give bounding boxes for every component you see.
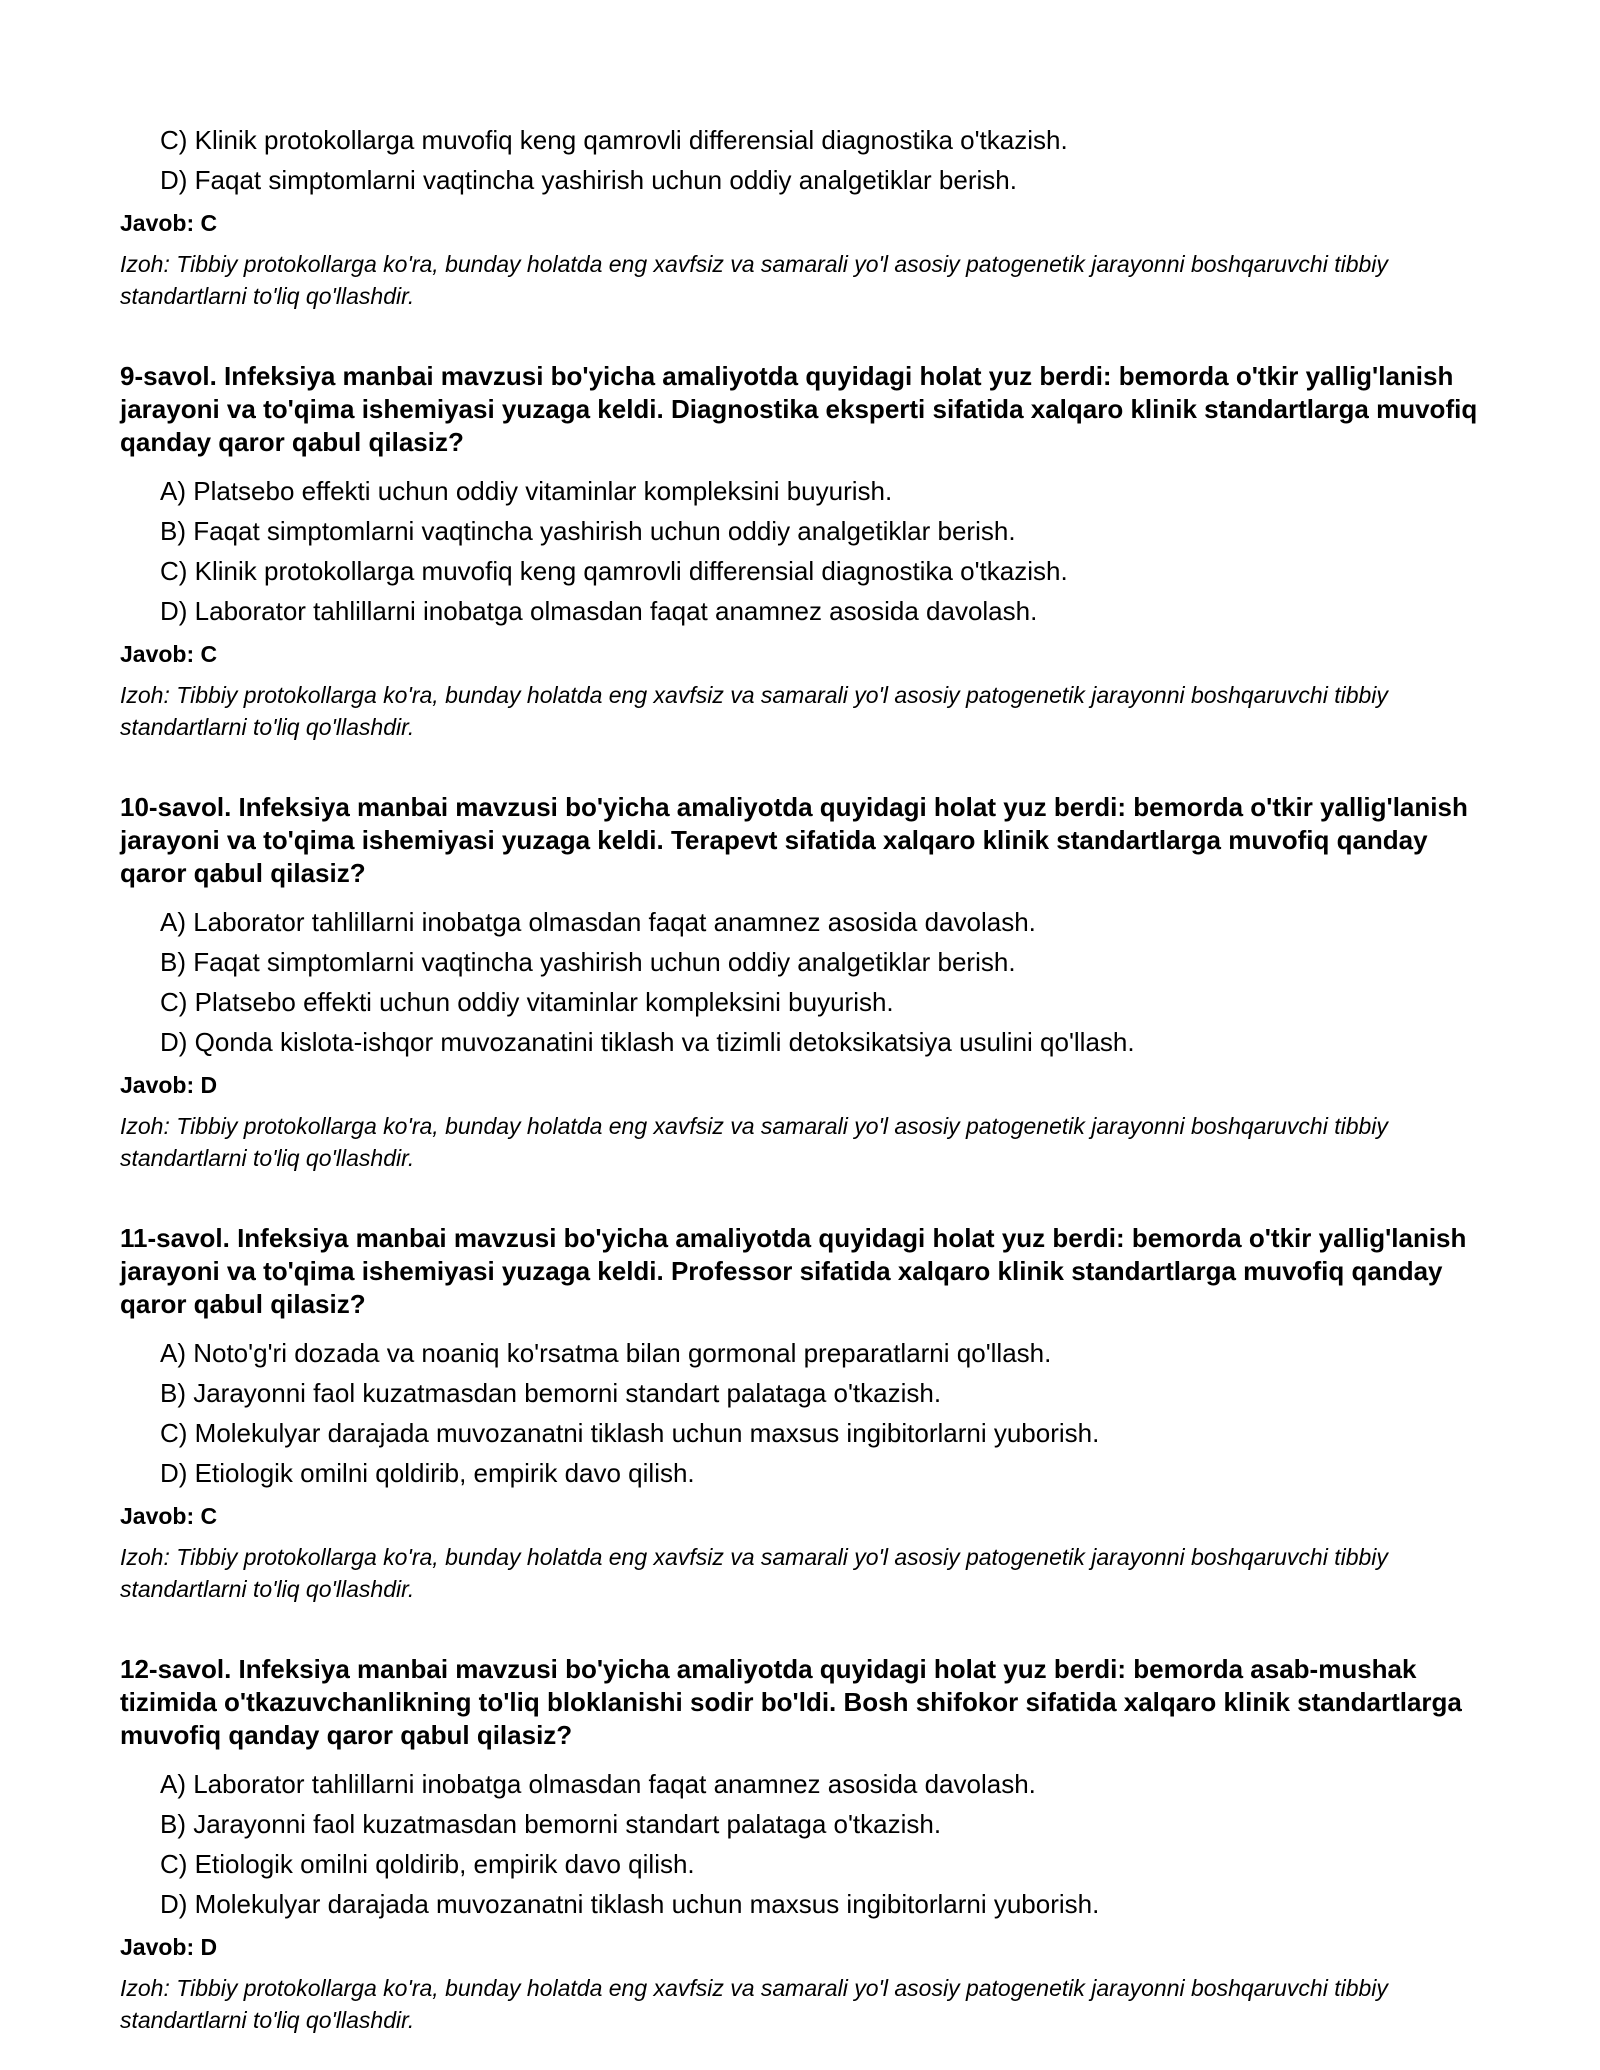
question-title: 12-savol. Infeksiya manbai mavzusi bo'yicha amaliyotda quyidagi holat yuz berdi: bemorda asab-mushak tizimida o'tkazuvchanlikning to'liq bloklanishi sodir bo'ldi. Bosh shifokor sifatida xalqaro klinik standartlarga muvofiq qanday qaror qabul qilasiz? [120, 1654, 1462, 1750]
question-10 [120, 791, 1500, 1174]
question-title: 9-savol. Infeksiya manbai mavzusi bo'yicha amaliyotda quyidagi holat yuz berdi: bemorda o'tkir yallig'lanish jarayoni va to'qima ishemiyasi yuzaga keldi. Diagnostika eksperti sifatida xalqaro klinik standartlarga muvofiq qanday qaror qabul qilasiz? [120, 361, 1478, 457]
question-9 [120, 360, 1500, 743]
question-title: 11-savol. Infeksiya manbai mavzusi bo'yicha amaliyotda quyidagi holat yuz berdi: bemorda o'tkir yallig'lanish jarayoni va to'qima ishemiyasi yuzaga keldi. Professor sifatida xalqaro klinik standartlarga muvofiq qanday qaror qabul qilasiz? [120, 1223, 1467, 1319]
question-11 [120, 1222, 1500, 1605]
explanation-note: Izoh: Tibbiy protokollarga ko'ra, bunday holatda eng xavfsiz va samarali yo'l asosiy patogenetik jarayonni boshqaruvchi tibbiy standartlarni to'liq qo'llashdir. [120, 251, 1388, 309]
question-title: 10-savol. Infeksiya manbai mavzusi bo'yicha amaliyotda quyidagi holat yuz berdi: bemorda o'tkir yallig'lanish jarayoni va to'qima ishemiyasi yuzaga keldi. Terapevt sifatida xalqaro klinik standartlarga muvofiq qanday qaror qabul qilasiz? [120, 792, 1468, 888]
option-c: C) Klinik protokollarga muvofiq keng qamrovli differensial diagnostika o'tkazish. [160, 125, 1068, 155]
question-12 [120, 1653, 1500, 2036]
question-8-continuation [120, 120, 1500, 312]
option-b: B) Jarayonni faol kuzatmasdan bemorni standart palataga o'tkazish. [160, 1809, 942, 1839]
answer: Javob: C [120, 1503, 218, 1529]
explanation-note: Izoh: Tibbiy protokollarga ko'ra, bunday holatda eng xavfsiz va samarali yo'l asosiy patogenetik jarayonni boshqaruvchi tibbiy standartlarni to'liq qo'llashdir. [120, 682, 1388, 740]
option-a: A) Laborator tahlillarni inobatga olmasdan faqat anamnez asosida davolash. [160, 907, 1036, 937]
option-d: D) Qonda kislota-ishqor muvozanatini tiklash va tizimli detoksikatsiya usulini qo'llash. [160, 1027, 1135, 1057]
option-d: D) Laborator tahlillarni inobatga olmasdan faqat anamnez asosida davolash. [160, 596, 1038, 626]
explanation-note: Izoh: Tibbiy protokollarga ko'ra, bunday holatda eng xavfsiz va samarali yo'l asosiy patogenetik jarayonni boshqaruvchi tibbiy standartlarni to'liq qo'llashdir. [120, 1113, 1388, 1171]
option-b: B) Jarayonni faol kuzatmasdan bemorni standart palataga o'tkazish. [160, 1378, 942, 1408]
option-a: A) Platsebo effekti uchun oddiy vitaminlar kompleksini buyurish. [160, 476, 893, 506]
option-b: B) Faqat simptomlarni vaqtincha yashirish uchun oddiy analgetiklar berish. [160, 947, 1016, 977]
option-c: C) Etiologik omilni qoldirib, empirik davo qilish. [160, 1849, 695, 1879]
option-d: D) Etiologik omilni qoldirib, empirik davo qilish. [160, 1458, 695, 1488]
option-a: A) Noto'g'ri dozada va noaniq ko'rsatma bilan gormonal preparatlarni qo'llash. [160, 1338, 1052, 1368]
answer: Javob: D [120, 1072, 218, 1098]
option-c: C) Molekulyar darajada muvozanatni tiklash uchun maxsus ingibitorlarni yuborish. [160, 1418, 1100, 1448]
explanation-note: Izoh: Tibbiy protokollarga ko'ra, bunday holatda eng xavfsiz va samarali yo'l asosiy patogenetik jarayonni boshqaruvchi tibbiy standartlarni to'liq qo'llashdir. [120, 1544, 1388, 1602]
option-c: C) Platsebo effekti uchun oddiy vitaminlar kompleksini buyurish. [160, 987, 894, 1017]
option-d: D) Molekulyar darajada muvozanatni tiklash uchun maxsus ingibitorlarni yuborish. [160, 1889, 1100, 1919]
answer: Javob: C [120, 210, 218, 236]
answer: Javob: D [120, 1934, 218, 1960]
option-d: D) Faqat simptomlarni vaqtincha yashirish uchun oddiy analgetiklar berish. [160, 165, 1017, 195]
option-a: A) Laborator tahlillarni inobatga olmasdan faqat anamnez asosida davolash. [160, 1769, 1036, 1799]
answer: Javob: C [120, 641, 218, 667]
option-c: C) Klinik protokollarga muvofiq keng qamrovli differensial diagnostika o'tkazish. [160, 556, 1068, 586]
explanation-note: Izoh: Tibbiy protokollarga ko'ra, bunday holatda eng xavfsiz va samarali yo'l asosiy patogenetik jarayonni boshqaruvchi tibbiy standartlarni to'liq qo'llashdir. [120, 1975, 1388, 2033]
option-b: B) Faqat simptomlarni vaqtincha yashirish uchun oddiy analgetiklar berish. [160, 516, 1016, 546]
